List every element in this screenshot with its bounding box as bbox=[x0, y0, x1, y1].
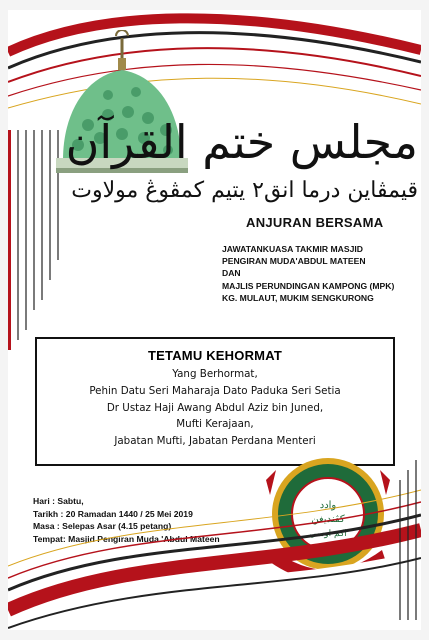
organizer-line: DAN bbox=[222, 268, 241, 279]
majlis-title-arabic: مجلس ختم القرآن bbox=[65, 115, 418, 169]
guest-line: Yang Berhormat, bbox=[172, 368, 258, 380]
invitation-card bbox=[8, 10, 421, 630]
guest-line: Dr Ustaz Haji Awang Abdul Aziz bin Juned, bbox=[106, 401, 324, 414]
organizer-line: JAWATANKUASA TAKMIR MASJID bbox=[222, 244, 363, 254]
event-time: Masa : Selepas Asar (4.15 petang) bbox=[33, 521, 172, 532]
organizer-line: MAJLIS PERUNDINGAN KAMPONG (MPK) bbox=[222, 280, 395, 291]
event-date: Tarikh : 20 Ramadan 1440 / 25 Mei 2019 bbox=[33, 508, 193, 519]
organizer-heading: ANJURAN BERSAMA bbox=[246, 215, 384, 230]
svg-text:وادد: وادد bbox=[319, 500, 337, 511]
guest-heading: TETAMU KEHORMAT bbox=[148, 348, 282, 363]
guest-line: Pehin Datu Seri Maharaja Dato Paduka Seri Setia bbox=[89, 384, 341, 397]
svg-text:كڤنديغن: كڤنديغن bbox=[311, 514, 345, 525]
event-day: Hari : Sabtu, bbox=[33, 496, 84, 506]
organizer-line: KG. MULAUT, MUKIM SENGKURONG bbox=[222, 292, 374, 303]
guest-line: Mufti Kerajaan, bbox=[176, 418, 254, 431]
guest-line: Jabatan Mufti, Jabatan Perdana Menteri bbox=[114, 435, 316, 448]
svg-text:اكم اوسي: اكم اوسي bbox=[309, 529, 347, 539]
bottom-swoosh-decoration bbox=[8, 10, 421, 630]
event-venue: Tempat: Masjid Pengiran Muda 'Abdul Mateen bbox=[33, 533, 220, 544]
organizer-line: PENGIRAN MUDA'ABDUL MATEEN bbox=[222, 256, 366, 267]
subtitle-jawi: قيمڤاين درما انق٢ يتيم كمڤوڠ مولاوت bbox=[71, 178, 418, 203]
